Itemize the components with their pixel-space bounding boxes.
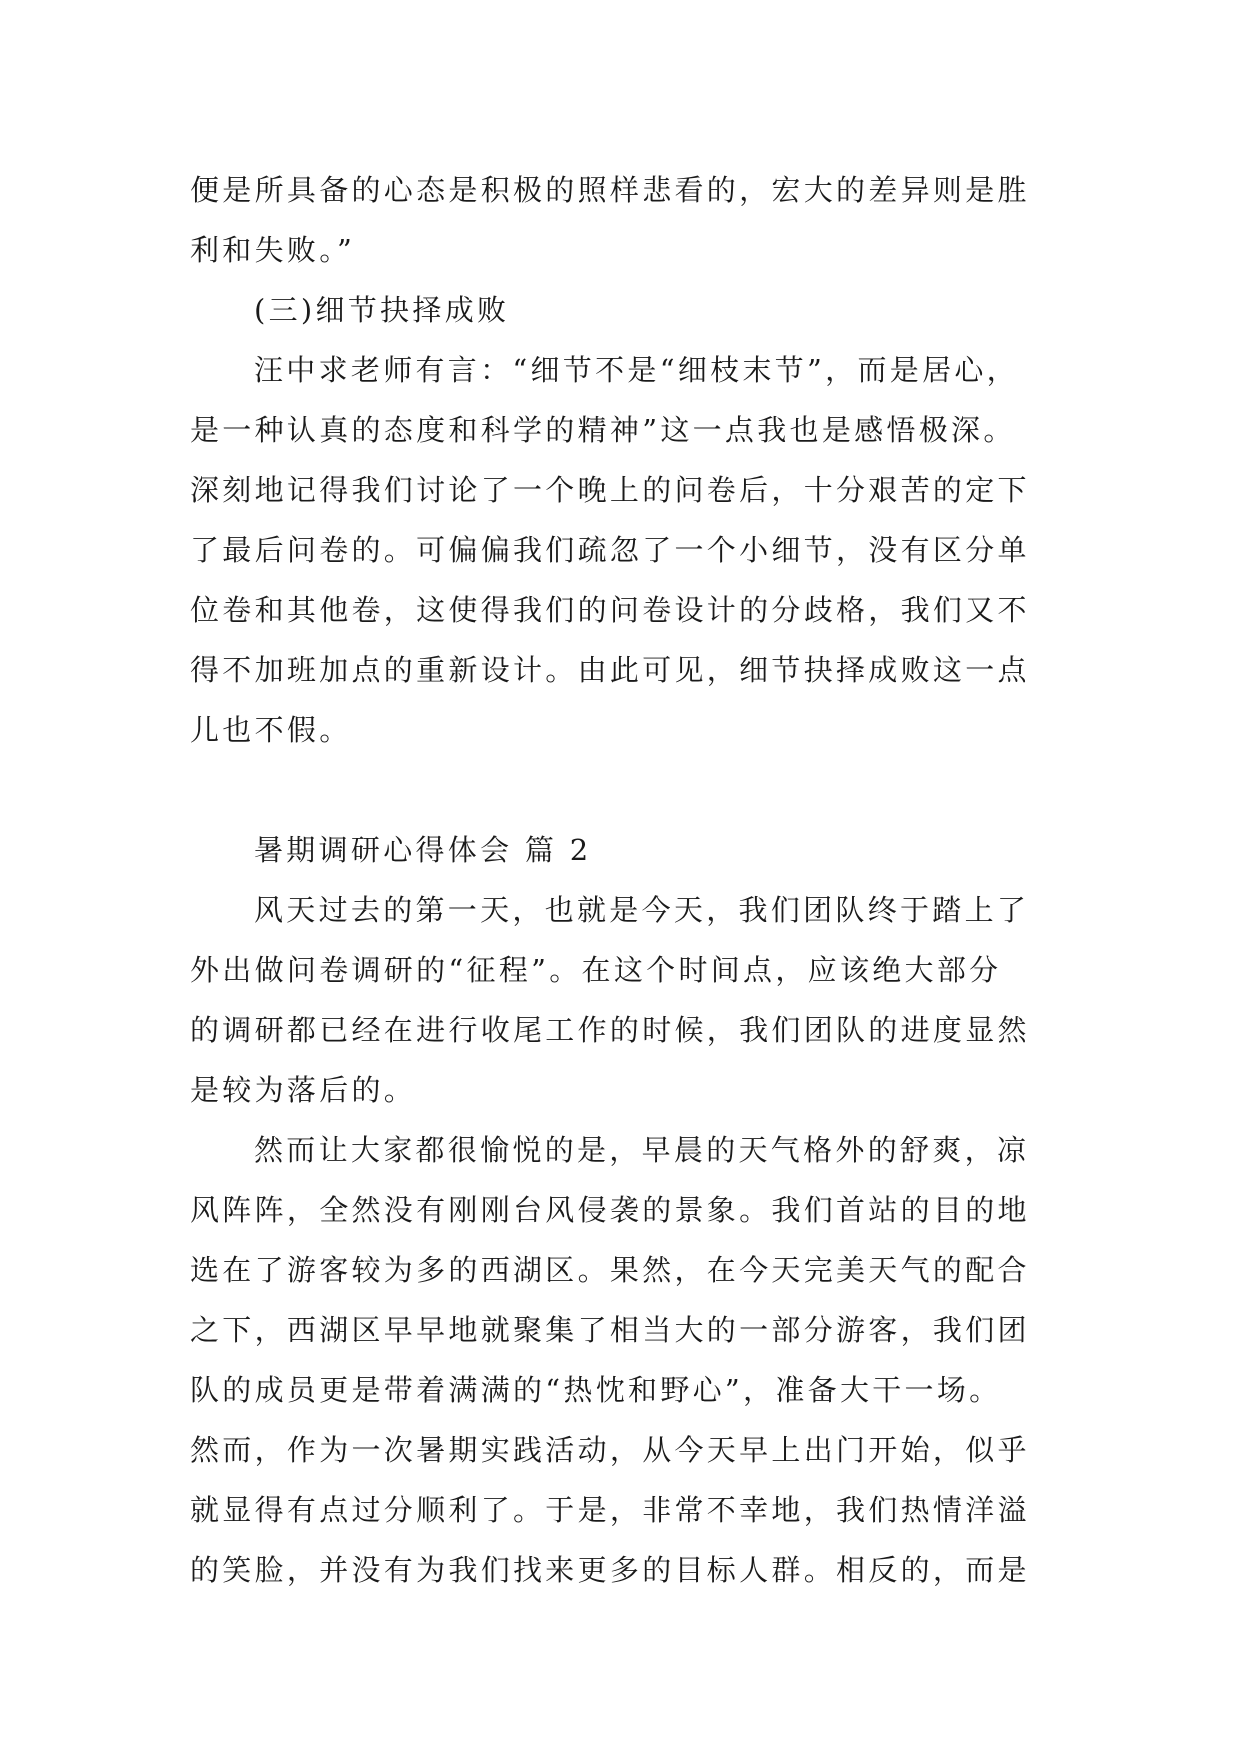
paragraph-details — [190, 340, 1060, 760]
paragraph-intro — [190, 880, 1060, 1120]
paragraph-continuation — [190, 160, 1060, 280]
text-line: 选在了游客较为多的西湖区。果然，在今天完美天气的配合 — [190, 1253, 1030, 1287]
text-line: 是较为落后的。 — [190, 1073, 417, 1107]
text-line: 的调研都已经在进行收尾工作的时候，我们团队的进度显然 — [190, 1013, 1030, 1047]
paragraph-weather — [190, 1120, 1060, 1600]
text-line: 位卷和其他卷，这使得我们的问卷设计的分歧格，我们又不 — [190, 593, 1030, 627]
text-line: 风天过去的第一天，也就是今天，我们团队终于踏上了 — [254, 893, 1030, 927]
text-line: 得不加班加点的重新设计。由此可见，细节抉择成败这一点 — [190, 653, 1030, 687]
text-line: 风阵阵，全然没有刚刚台风侵袭的景象。我们首站的目的地 — [190, 1193, 1030, 1227]
text-line: 之下，西湖区早早地就聚集了相当大的一部分游客，我们团 — [190, 1313, 1030, 1347]
text-line: 然而，作为一次暑期实践活动，从今天早上出门开始，似乎 — [190, 1433, 1030, 1467]
text-line: 然而让大家都很愉悦的是，早晨的天气格外的舒爽，凉 — [254, 1133, 1030, 1167]
text-line: 儿也不假。 — [190, 713, 352, 747]
text-line: 汪中求老师有言：“细节不是“细枝末节”，而是居心， — [254, 353, 1019, 387]
text-line: 是一种认真的态度和科学的精神”这一点我也是感悟极深。 — [190, 413, 1016, 447]
paragraph-spacer — [190, 760, 1060, 820]
document-body — [190, 160, 1060, 1600]
text-line: 了最后问卷的。可偏偏我们疏忽了一个小细节，没有区分单 — [190, 533, 1030, 567]
text-line: 的笑脸，并没有为我们找来更多的目标人群。相反的，而是 — [190, 1553, 1030, 1587]
subheading: (三)细节抉择成败 — [254, 293, 510, 327]
text-line: 利和失败。” — [190, 233, 356, 267]
text-line: 队的成员更是带着满满的“热忱和野心”，准备大干一场。 — [190, 1373, 1002, 1407]
text-line: 就显得有点过分顺利了。于是，非常不幸地，我们热情洋溢 — [190, 1493, 1030, 1527]
text-line: 深刻地记得我们讨论了一个晚上的问卷后，十分艰苦的定下 — [190, 473, 1030, 507]
text-line: 便是所具备的心态是积极的照样悲看的，宏大的差异则是胜 — [190, 173, 1030, 207]
section-title: 暑期调研心得体会 篇 2 — [254, 833, 592, 867]
text-line: 外出做问卷调研的“征程”。在这个时间点，应该绝大部分 — [190, 953, 1002, 987]
